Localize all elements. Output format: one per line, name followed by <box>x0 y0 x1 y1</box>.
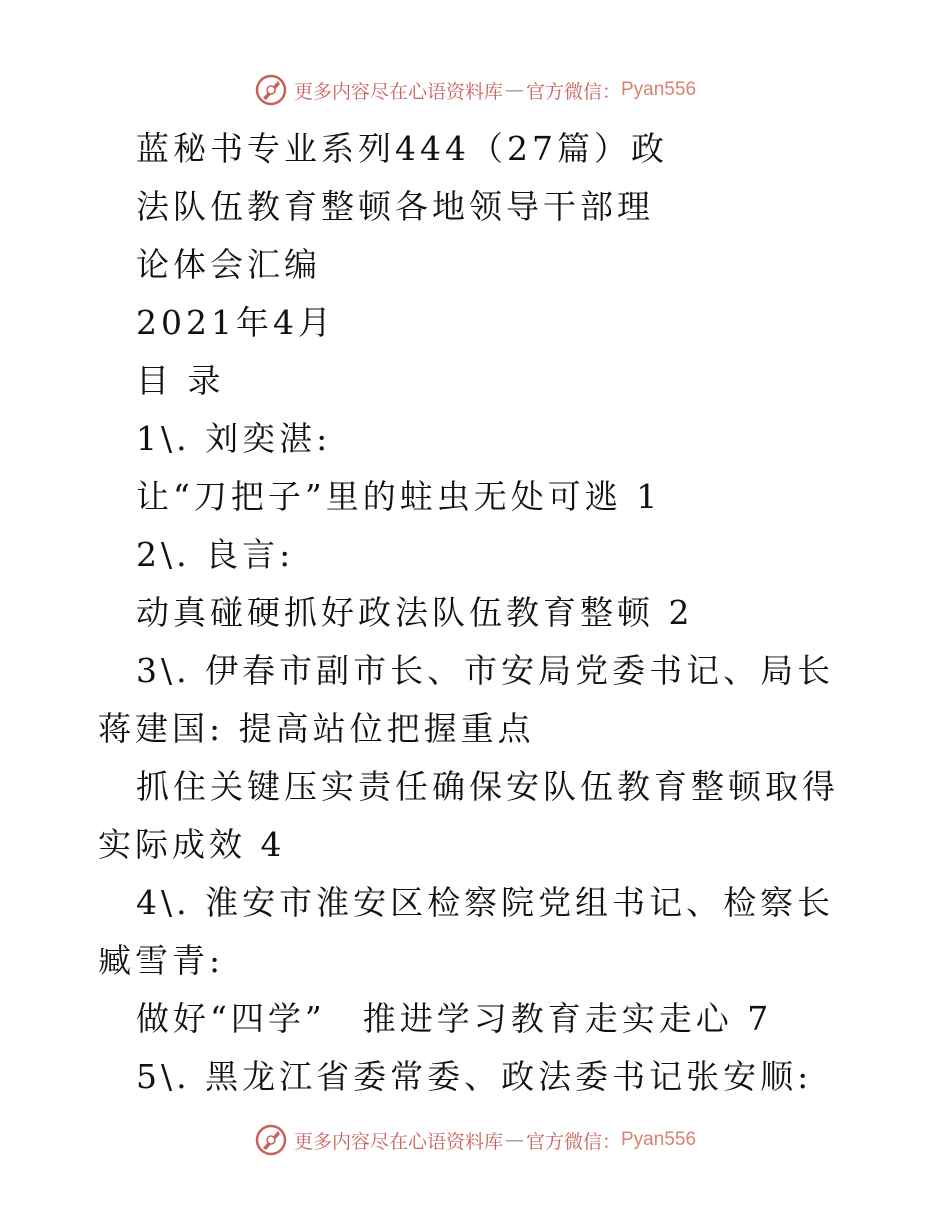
footer-watermark <box>0 1120 950 1160</box>
toc-entry-3-title: 抓住关键压实责任确保安队伍教育整顿取得实际成效 4 <box>98 767 839 864</box>
toc-entry-3-author: 3\. 伊春市副市长、市安局党委书记、局长蒋建国: 提高站位把握重点 <box>98 651 835 748</box>
toc-entry-4-author: 4\. 淮安市淮安区检察院党组书记、检察长臧雪青: <box>98 883 835 980</box>
document-date: 2021年4月 <box>136 303 335 342</box>
toc-entry-4-title: 做好“四学” 推进学习教育走实走心 7 <box>136 999 773 1038</box>
document-body <box>98 120 858 1106</box>
watermark-text: 更多内容尽在心语资料库 <box>293 80 503 103</box>
toc-entry-5-author: 5\. 黑龙江省委常委、政法委书记张安顺: <box>136 1057 813 1096</box>
toc-entry-1-title: 让“刀把子”里的蛀虫无处可逃 1 <box>136 477 662 516</box>
title-line-3: 论体会汇编 <box>136 245 321 284</box>
toc-heading: 目 录 <box>136 361 225 400</box>
toc-entry-1-author: 1\. 刘奕湛: <box>136 419 332 458</box>
watermark-suffix: 官方微信： <box>525 80 621 103</box>
watermark-text: 更多内容尽在心语资料库 <box>293 1130 503 1153</box>
title-line-1: 蓝秘书专业系列444（27篇）政 <box>136 129 668 168</box>
header-watermark <box>0 70 950 110</box>
title-line-2: 法队伍教育整顿各地领导干部理 <box>136 187 654 226</box>
toc-entry-2-author: 2\. 良言: <box>136 535 295 574</box>
watermark-wechat-id: Pyan556 <box>621 1129 697 1150</box>
quill-logo-icon <box>254 73 288 107</box>
quill-logo-icon <box>254 1123 288 1157</box>
toc-entry-2-title: 动真碰硬抓好政法队伍教育整顿 2 <box>136 593 694 632</box>
watermark-wechat-id: Pyan556 <box>621 79 697 100</box>
watermark-suffix: 官方微信： <box>525 1130 621 1153</box>
watermark-separator: — <box>504 79 524 101</box>
watermark-separator: — <box>504 1129 524 1151</box>
